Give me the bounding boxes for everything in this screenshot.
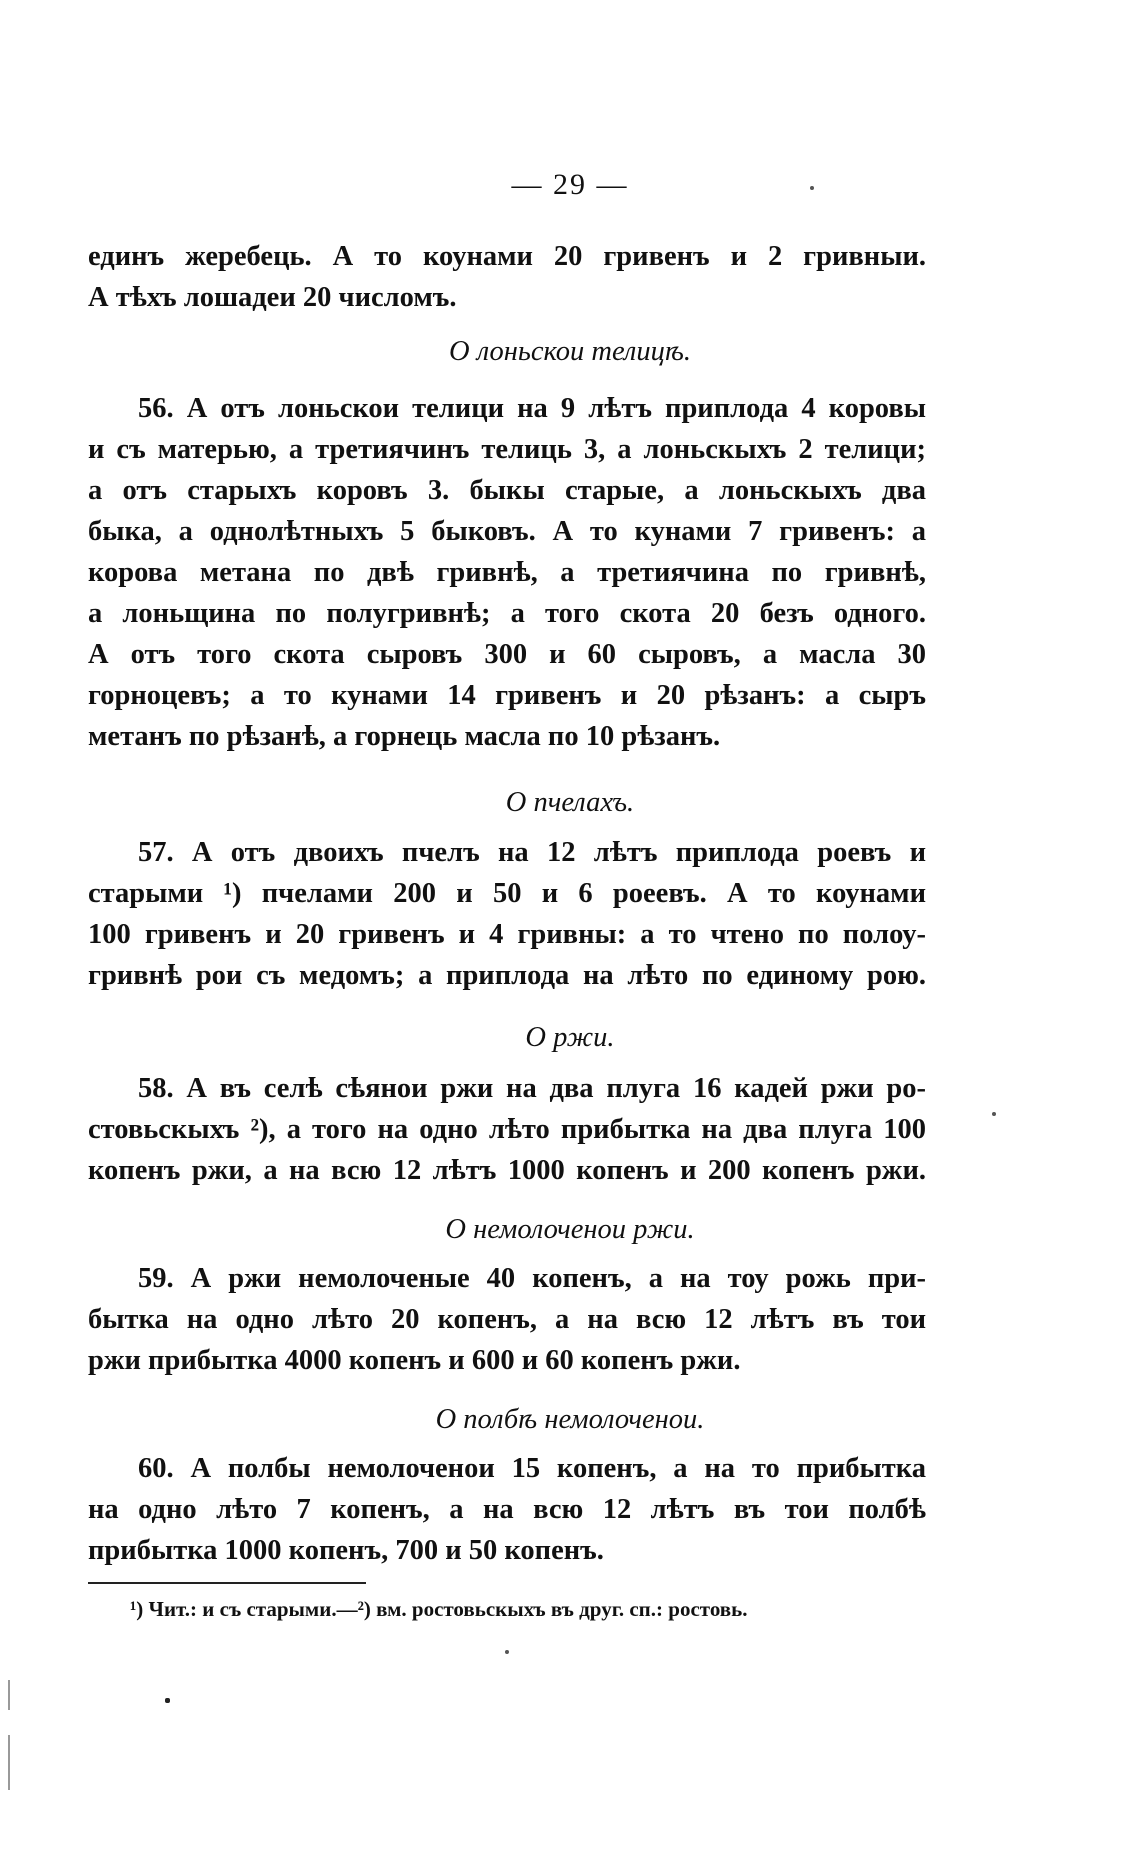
paragraph-58 <box>88 1068 926 1191</box>
footnote-rule <box>88 1582 366 1584</box>
continuation-text <box>88 236 926 318</box>
scan-speck <box>505 1650 509 1654</box>
paragraph-56 <box>88 388 926 757</box>
text-line: 60. А полбы немолоченои 15 копенъ, а на то прибытка <box>138 1453 926 1484</box>
text-line: гривнѣ рои съ медомъ; а приплода на лѣто по единому рою. <box>88 960 926 991</box>
text-line: горноцевъ; а то кунами 14 гривенъ и 20 рѣзанъ: а сыръ <box>88 680 926 711</box>
scan-speck <box>992 1112 996 1116</box>
scan-edge-mark <box>8 1680 10 1710</box>
text-line: 100 гривенъ и 20 гривенъ и 4 гривны: а то чтено по полоу- <box>88 919 926 950</box>
paragraph-57 <box>88 832 926 996</box>
text-line: старыми ¹) пчелами 200 и 50 и 6 роеевъ. А то коунами <box>88 878 926 909</box>
text-line: стовьскыхъ ²), а того на одно лѣто прибытка на два плуга 100 <box>88 1114 926 1145</box>
text-line: А отъ того скота сыровъ 300 и 60 сыровъ, а масла 30 <box>88 639 926 670</box>
text-line: корова метана по двѣ гривнѣ, а третиячина по гривнѣ, <box>88 557 926 588</box>
text-line: копенъ ржи, а на всю 12 лѣтъ 1000 копенъ и 200 копенъ ржи. <box>88 1155 926 1186</box>
text-line: ржи прибытка 4000 копенъ и 600 и 60 копенъ ржи. <box>88 1345 741 1376</box>
text-line: и съ матерью, а третиячинъ телиць 3, а лоньскыхъ 2 телици; <box>88 434 926 465</box>
scan-speck <box>810 186 814 190</box>
footnote: ¹) Чит.: и съ старыми.—²) вм. ростовьскыхъ въ друг. сп.: ростовь. <box>130 1597 748 1621</box>
scan-speck <box>165 1698 170 1703</box>
section-heading-58: О ржи. <box>525 1022 615 1053</box>
paragraph-59 <box>88 1258 926 1381</box>
scan-edge-mark <box>8 1735 10 1790</box>
text-line: на одно лѣто 7 копенъ, а на всю 12 лѣтъ въ тои полбѣ <box>88 1494 926 1525</box>
text-line: 57. А отъ двоихъ пчелъ на 12 лѣтъ приплода роевъ и <box>138 837 926 868</box>
paragraph-60 <box>88 1448 926 1571</box>
text-line: 59. А ржи немолоченые 40 копенъ, а на тоу рожь при- <box>138 1263 926 1294</box>
section-heading-57: О пчелахъ. <box>505 787 635 818</box>
text-line: единъ жеребець. А то коунами 20 гривенъ и 2 гривныи. <box>88 241 926 272</box>
text-line: метанъ по рѣзанѣ, а горнець масла по 10 рѣзанъ. <box>88 721 721 752</box>
text-line: прибытка 1000 копенъ, 700 и 50 копенъ. <box>88 1535 604 1566</box>
text-line: а лоньщина по полугривнѣ; а того скота 20 безъ одного. <box>88 598 926 629</box>
section-heading-59: О немолоченои ржи. <box>445 1214 695 1245</box>
page-number: — 29 — <box>511 168 629 201</box>
text-line: быка, а однолѣтныхъ 5 быковъ. А то кунами 7 гривенъ: а <box>88 516 926 547</box>
text-line: 58. А въ селѣ сѣянои ржи на два плуга 16 кадей ржи ро- <box>138 1073 926 1104</box>
section-heading-56: О лоньскои телицѣ. <box>449 336 691 367</box>
text-line: 56. А отъ лоньскои телици на 9 лѣтъ приплода 4 коровы <box>138 393 926 424</box>
text-line: а отъ старыхъ коровъ 3. быкы старые, а лоньскыхъ два <box>88 475 926 506</box>
text-line: А тѣхъ лошадеи 20 числомъ. <box>88 282 457 313</box>
text-line: бытка на одно лѣто 20 копенъ, а на всю 12 лѣтъ въ тои <box>88 1304 926 1335</box>
section-heading-60: О полбѣ немолоченои. <box>435 1404 705 1435</box>
